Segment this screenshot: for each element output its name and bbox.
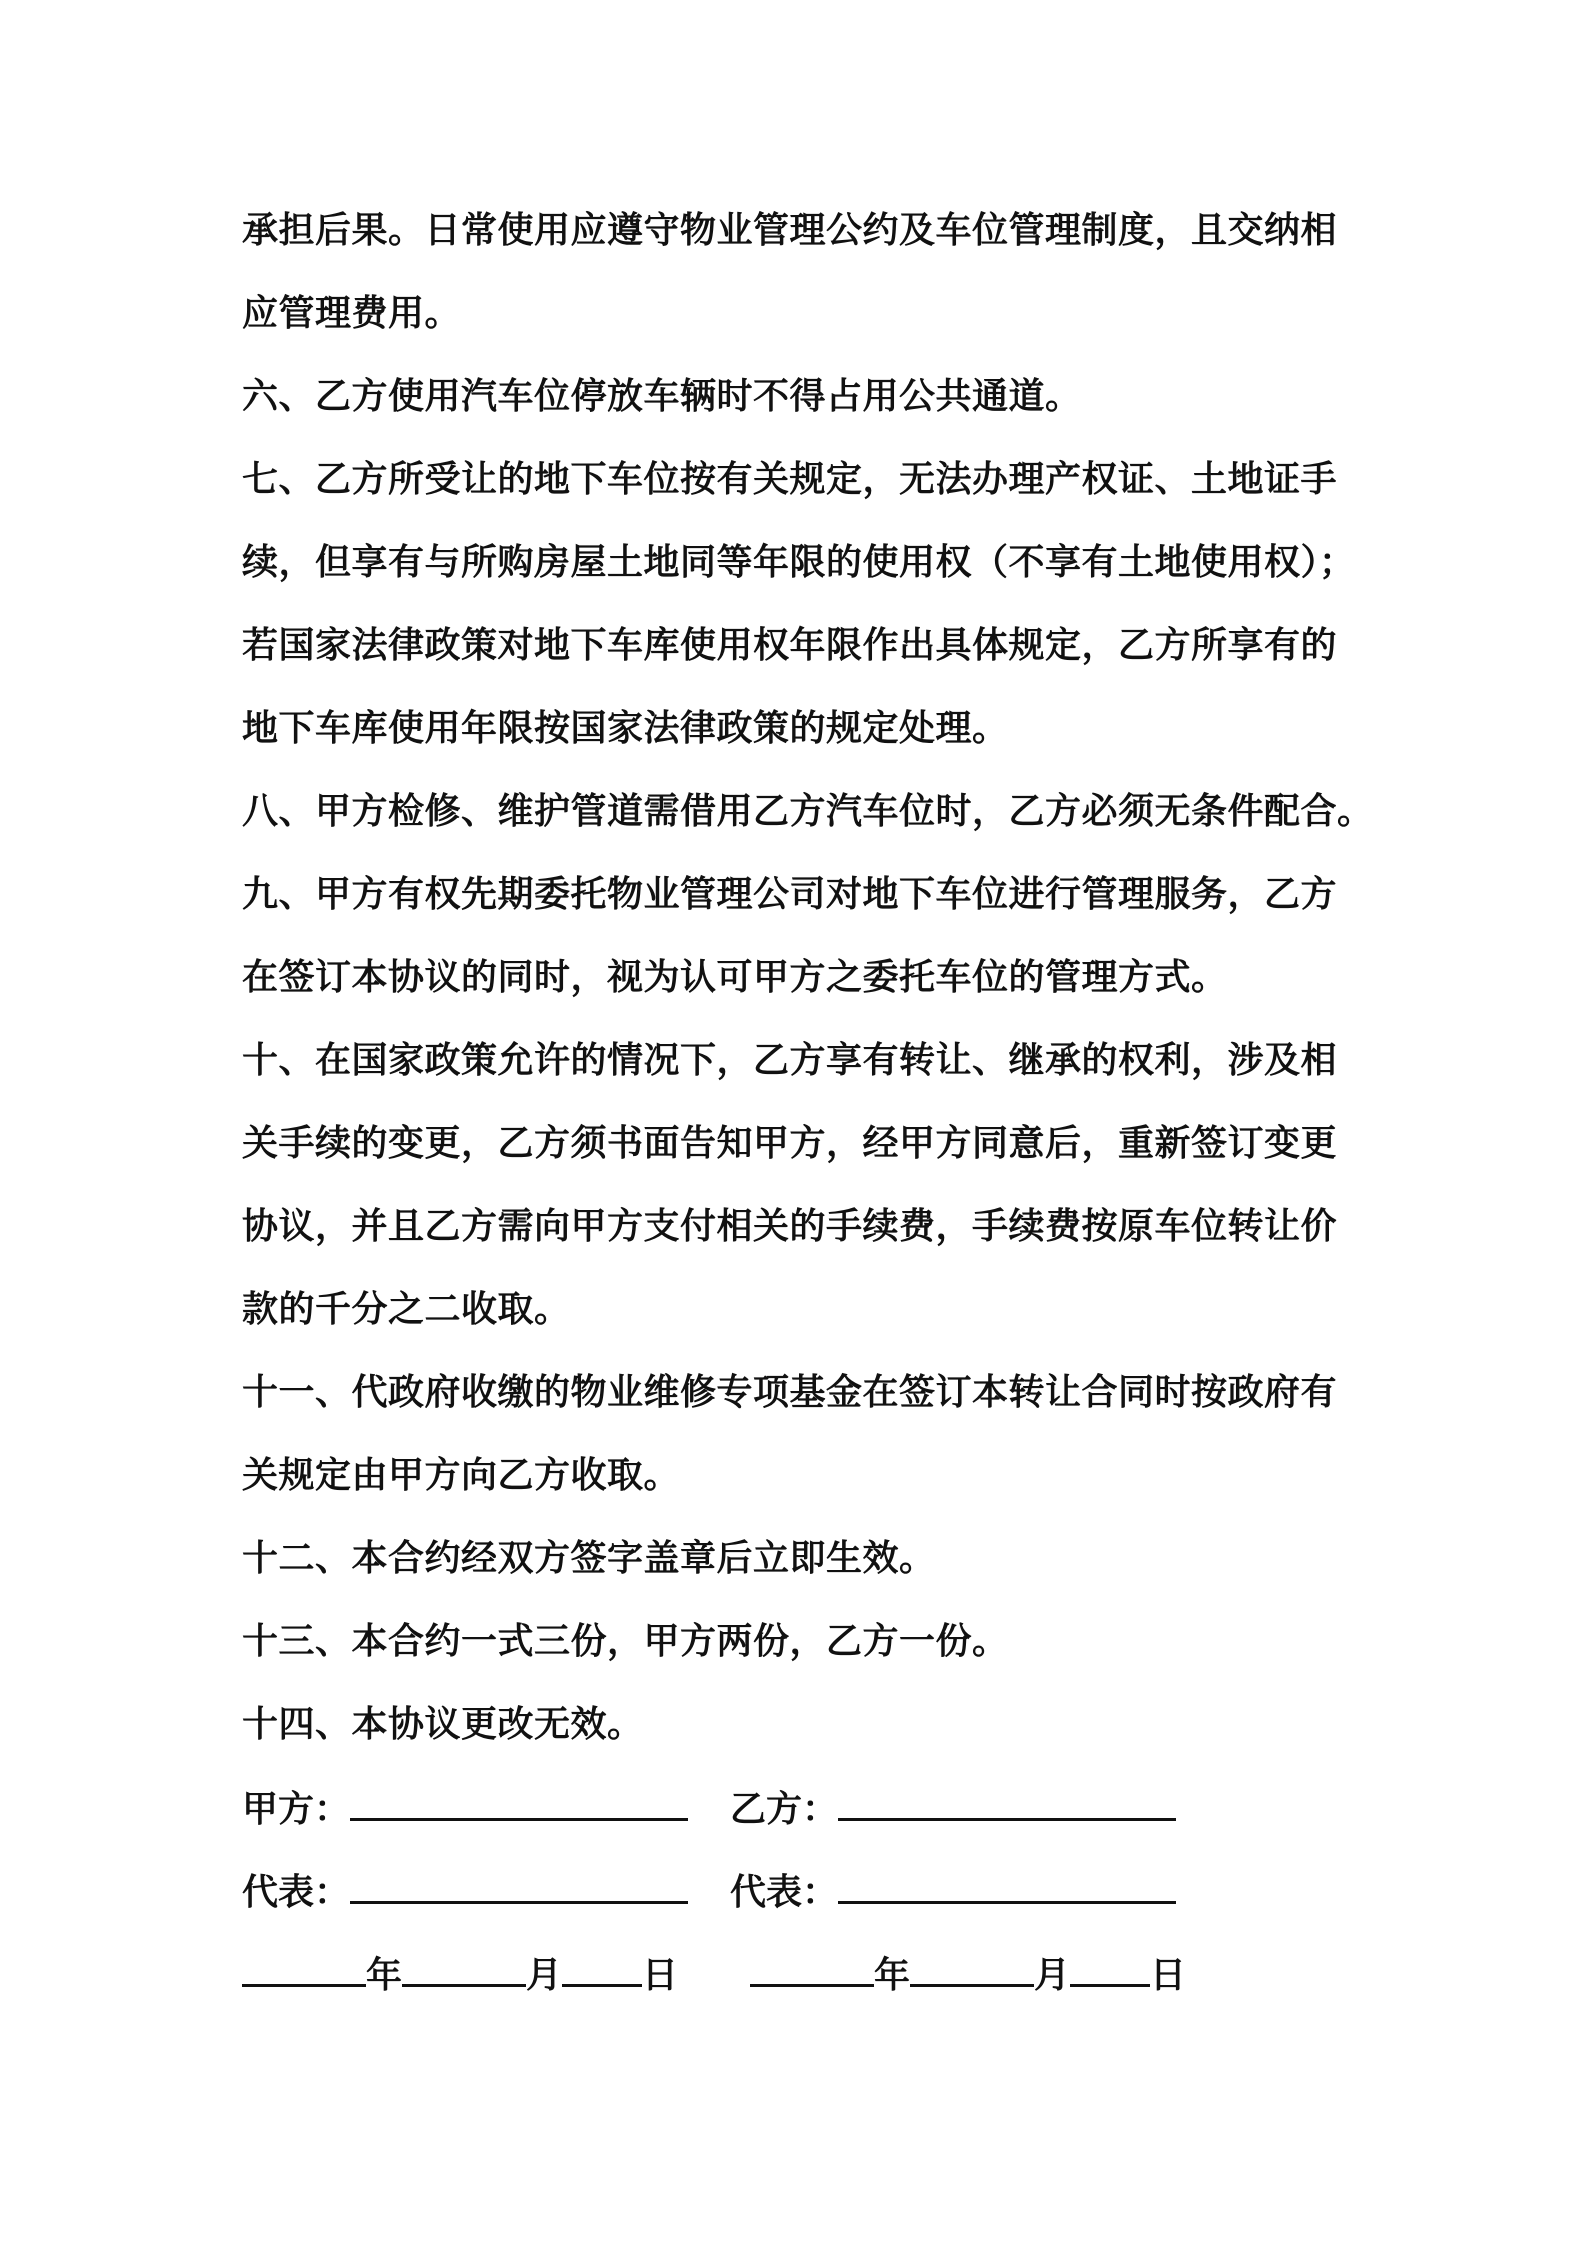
text-line: 九、甲方有权先期委托物业管理公司对地下车位进行管理服务，乙方	[242, 874, 1338, 915]
party-a-signature	[242, 1784, 688, 1834]
text-line: 地下车库使用年限按国家法律政策的规定处理。	[242, 708, 1009, 749]
text-line: 续，但享有与所购房屋土地同等年限的使用权（不享有土地使用权）；	[242, 542, 1356, 583]
year-a-blank[interactable]	[242, 1950, 366, 1987]
text-line: 十二、本合约经双方签字盖章后立即生效。	[242, 1538, 936, 1579]
rep-a-label: 代表：	[242, 1872, 351, 1913]
rep-a-blank[interactable]	[350, 1867, 688, 1904]
text-line: 应管理费用。	[242, 293, 462, 334]
rep-a-signature	[242, 1867, 688, 1917]
day-b-label: 日	[1150, 1955, 1187, 1996]
text-line: 款的千分之二收取。	[242, 1289, 571, 1330]
rep-b-signature	[730, 1867, 1176, 1917]
year-a-label: 年	[366, 1955, 403, 1996]
month-b-label: 月	[1034, 1955, 1071, 1996]
month-a-label: 月	[526, 1955, 563, 1996]
month-b-blank[interactable]	[910, 1950, 1034, 1987]
text-line: 七、乙方所受让的地下车位按有关规定，无法办理产权证、土地证手	[242, 459, 1338, 500]
party-b-signature	[730, 1784, 1176, 1834]
text-line: 若国家法律政策对地下车库使用权年限作出具体规定，乙方所享有的	[242, 625, 1338, 666]
text-line: 承担后果。日常使用应遵守物业管理公约及车位管理制度，且交纳相	[242, 210, 1338, 251]
party-a-label: 甲方：	[242, 1789, 351, 1830]
text-line: 十四、本协议更改无效。	[242, 1704, 644, 1745]
year-b-blank[interactable]	[750, 1950, 874, 1987]
party-b-label: 乙方：	[730, 1789, 839, 1830]
text-line: 协议，并且乙方需向甲方支付相关的手续费，手续费按原车位转让价	[242, 1206, 1338, 1247]
day-a-blank[interactable]	[562, 1950, 642, 1987]
text-line: 六、乙方使用汽车位停放车辆时不得占用公共通道。	[242, 376, 1082, 417]
date-b	[750, 1950, 1186, 2000]
text-line: 在签订本协议的同时，视为认可甲方之委托车位的管理方式。	[242, 957, 1228, 998]
day-b-blank[interactable]	[1070, 1950, 1150, 1987]
party-a-blank[interactable]	[350, 1784, 688, 1821]
text-line: 十一、代政府收缴的物业维修专项基金在签订本转让合同时按政府有	[242, 1372, 1338, 1413]
year-b-label: 年	[874, 1955, 911, 1996]
text-line: 八、甲方检修、维护管道需借用乙方汽车位时，乙方必须无条件配合。	[242, 791, 1374, 832]
rep-b-label: 代表：	[730, 1872, 839, 1913]
day-a-label: 日	[642, 1955, 679, 1996]
month-a-blank[interactable]	[402, 1950, 526, 1987]
party-b-blank[interactable]	[838, 1784, 1176, 1821]
rep-b-blank[interactable]	[838, 1867, 1176, 1904]
text-line: 十三、本合约一式三份，甲方两份，乙方一份。	[242, 1621, 1009, 1662]
text-line: 关规定由甲方向乙方收取。	[242, 1455, 681, 1496]
text-line: 关手续的变更，乙方须书面告知甲方，经甲方同意后，重新签订变更	[242, 1123, 1338, 1164]
text-line: 十、在国家政策允许的情况下，乙方享有转让、继承的权利，涉及相	[242, 1040, 1338, 1081]
date-a	[242, 1950, 678, 2000]
